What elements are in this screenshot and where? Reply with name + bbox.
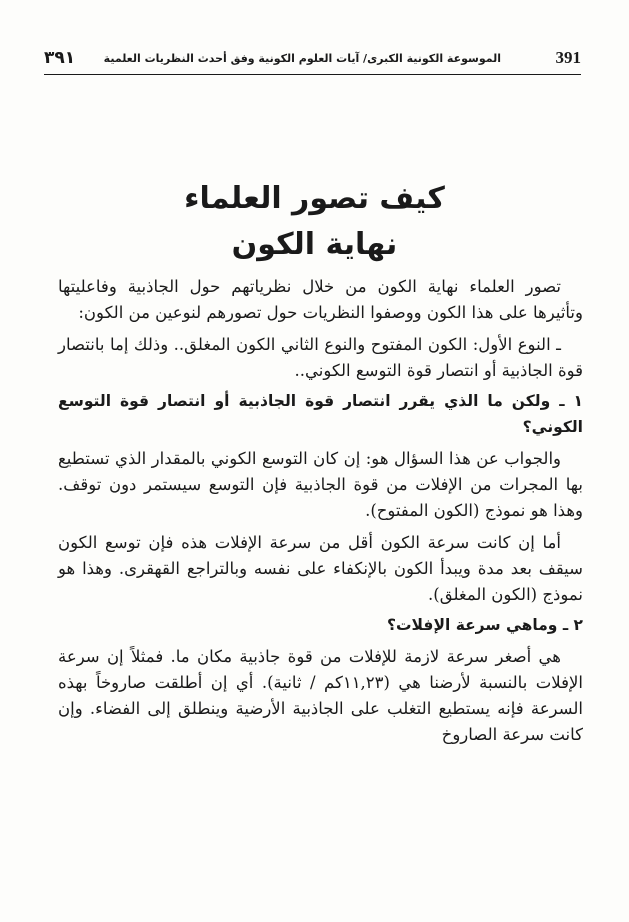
intro-paragraph: تصور العلماء نهاية الكون من خلال نظرياتهم حول الجاذبية وفاعليتها وتأثيرها على هذا الكون ووصفوا النظريات حول تصورهم لنوعين من الكون: (58, 277, 583, 322)
chapter-title-line-1: كيف تصور العلماء (184, 181, 445, 216)
answer-1b-paragraph: أما إن كانت سرعة الكون أقل من سرعة الإفلات هذه فإن توسع الكون سيقف بعد مدة ويبدأ الكون بالإنكفاء على نفسه وبالتراجع القهقرى. وهذا هو نموذج (الكون المغلق). (58, 533, 583, 604)
answer-2-paragraph: هي أصغر سرعة لازمة للإفلات من قوة جاذبية مكان ما. فمثلاً إن سرعة الإفلات بالنسبة لأرضنا هي (١١,٢٣كم / ثانية). أي إن أطلقت صاروخاً بهذه السرعة فإنه يستطيع التغلب على الجاذبية الأرضية وينطلق إلى الفضاء. وإن كانت سرعة الصاروخ (58, 647, 584, 744)
running-header-title: الموسوعة الكونية الكبرى/ آيات العلوم الكونية وفق أحدث النظريات العلمية (103, 52, 501, 65)
question-2: ٢ ـ وماهي سرعة الإفلات؟ (386, 616, 583, 634)
page-number-arabic: ٣٩١ (44, 48, 76, 68)
chapter-title-line-2: نهاية الكون (231, 227, 398, 262)
running-header (44, 44, 581, 75)
question-1: ١ ـ ولكن ما الذي يقرر انتصار قوة الجاذبية أو انتصار قوة التوسع الكوني؟ (58, 392, 583, 436)
universe-types-paragraph: ـ النوع الأول: الكون المفتوح والنوع الثاني الكون المغلق.. وذلك إما بانتصار قوة الجاذبية أو انتصار قوة التوسع الكوني.. (58, 335, 583, 380)
chapter-title (0, 176, 629, 268)
body-text (58, 274, 583, 748)
answer-1-paragraph: والجواب عن هذا السؤال هو: إن كان التوسع الكوني بالمقدار الذي تستطيع بها المجرات من الإفلات من قوة الجاذبية فإن التوسع سيستمر دون توقف. وهذا هو نموذج (الكون المفتوح). (58, 449, 583, 520)
page-number-latin: 391 (555, 48, 581, 67)
